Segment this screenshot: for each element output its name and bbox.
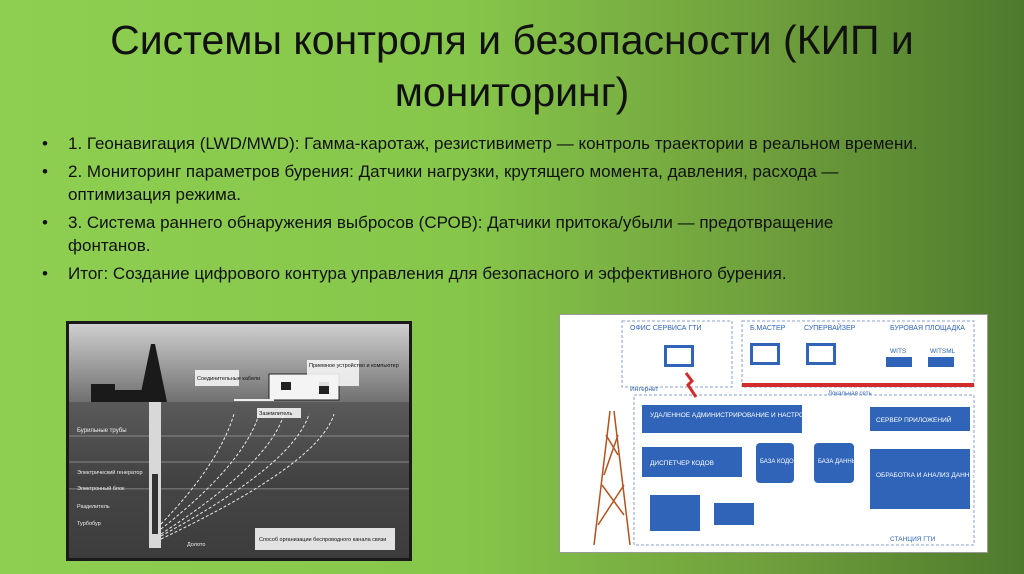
bullet-dot: • [42,162,48,181]
bullet-text: 1. Геонавигация (LWD/MWD): Гамма-каротаж, резистивиметр — контроль траектории в реальном времени. [68,134,918,153]
internet-label: Интернет [630,386,659,393]
remote-admin-block [642,405,802,433]
dispatcher-text: ДИСПЕТЧЕР КОДОВ [650,460,714,467]
switch-icon [886,357,912,367]
bullet-item [38,160,918,206]
ground-label: Заземлитель [259,411,293,417]
bullet-item [38,132,918,155]
bullet-item [38,211,918,257]
site-label: БУРОВАЯ ПЛОЩАДКА [890,325,965,332]
bullet-dot: • [42,134,48,153]
electronics-label: Электронный блок [77,486,125,492]
separator-label: Разделитель [77,504,110,510]
gti-svg [560,315,987,552]
receiver-label: Приемное устройство и компьютер [309,363,399,369]
supervisor-label: СУПЕРВАЙЗЕР [804,325,856,332]
bullet-text: 2. Мониторинг параметров бурения: Датчики нагрузки, крутящего момента, давления, расхода — оптимизация режима. [68,162,839,204]
bullet-text: 3. Система раннего обнаружения выбросов (СРОВ): Датчики притока/убыли — предотвращение фонтанов. [68,213,834,255]
bullet-list [38,132,918,290]
code-db-text: БАЗА КОДОВ [760,459,798,465]
gti-station-diagram [559,314,988,553]
processing-block [870,449,970,509]
rig-tower-icon [594,411,630,545]
pipes-label: Бурильные трубы [77,428,127,434]
wits-label: WITS [890,348,907,355]
office-label: ОФИС СЕРВИСА ГТИ [630,325,702,332]
bullet-item [38,262,918,285]
remote-admin-text: УДАЛЕННОЕ АДМИНИСТРИРОВАНИЕ И НАСТРОЙКА [650,412,817,419]
telemetry-svg [69,324,409,558]
switch-icon [928,357,954,367]
generator-label: Электрический генератор [77,470,143,476]
data-db-text: БАЗА ДАННЫХ [818,459,862,465]
bullet-dot: • [42,213,48,232]
sensor-unit-icon [650,495,700,531]
modem-icon [714,503,754,525]
processing-text: ОБРАБОТКА И АНАЛИЗ ДАННЫХ [876,472,980,479]
bit-label: Долото [187,542,206,548]
station-label: СТАНЦИЯ ГТИ [890,536,936,543]
bullet-dot: • [42,264,48,283]
bullet-text: Итог: Создание цифрового контура управления для безопасного и эффективного бурения. [68,264,787,283]
app-server-text: СЕРВЕР ПРИЛОЖЕНИЙ [876,417,952,424]
master-label: Б.МАСТЕР [750,325,786,332]
method-label: Способ организации беспроводного канала связи [259,537,387,543]
cables-label: Соединительные кабели [197,376,261,382]
turbodrill-label: Турбобур [77,521,101,527]
witsml-label: WITSML [930,348,956,355]
wireless-telemetry-illustration [66,321,412,561]
slide-title: Системы контроля и безопасности (КИП и мониторинг) [110,17,914,115]
lan-label: Локальная сеть [828,391,872,397]
